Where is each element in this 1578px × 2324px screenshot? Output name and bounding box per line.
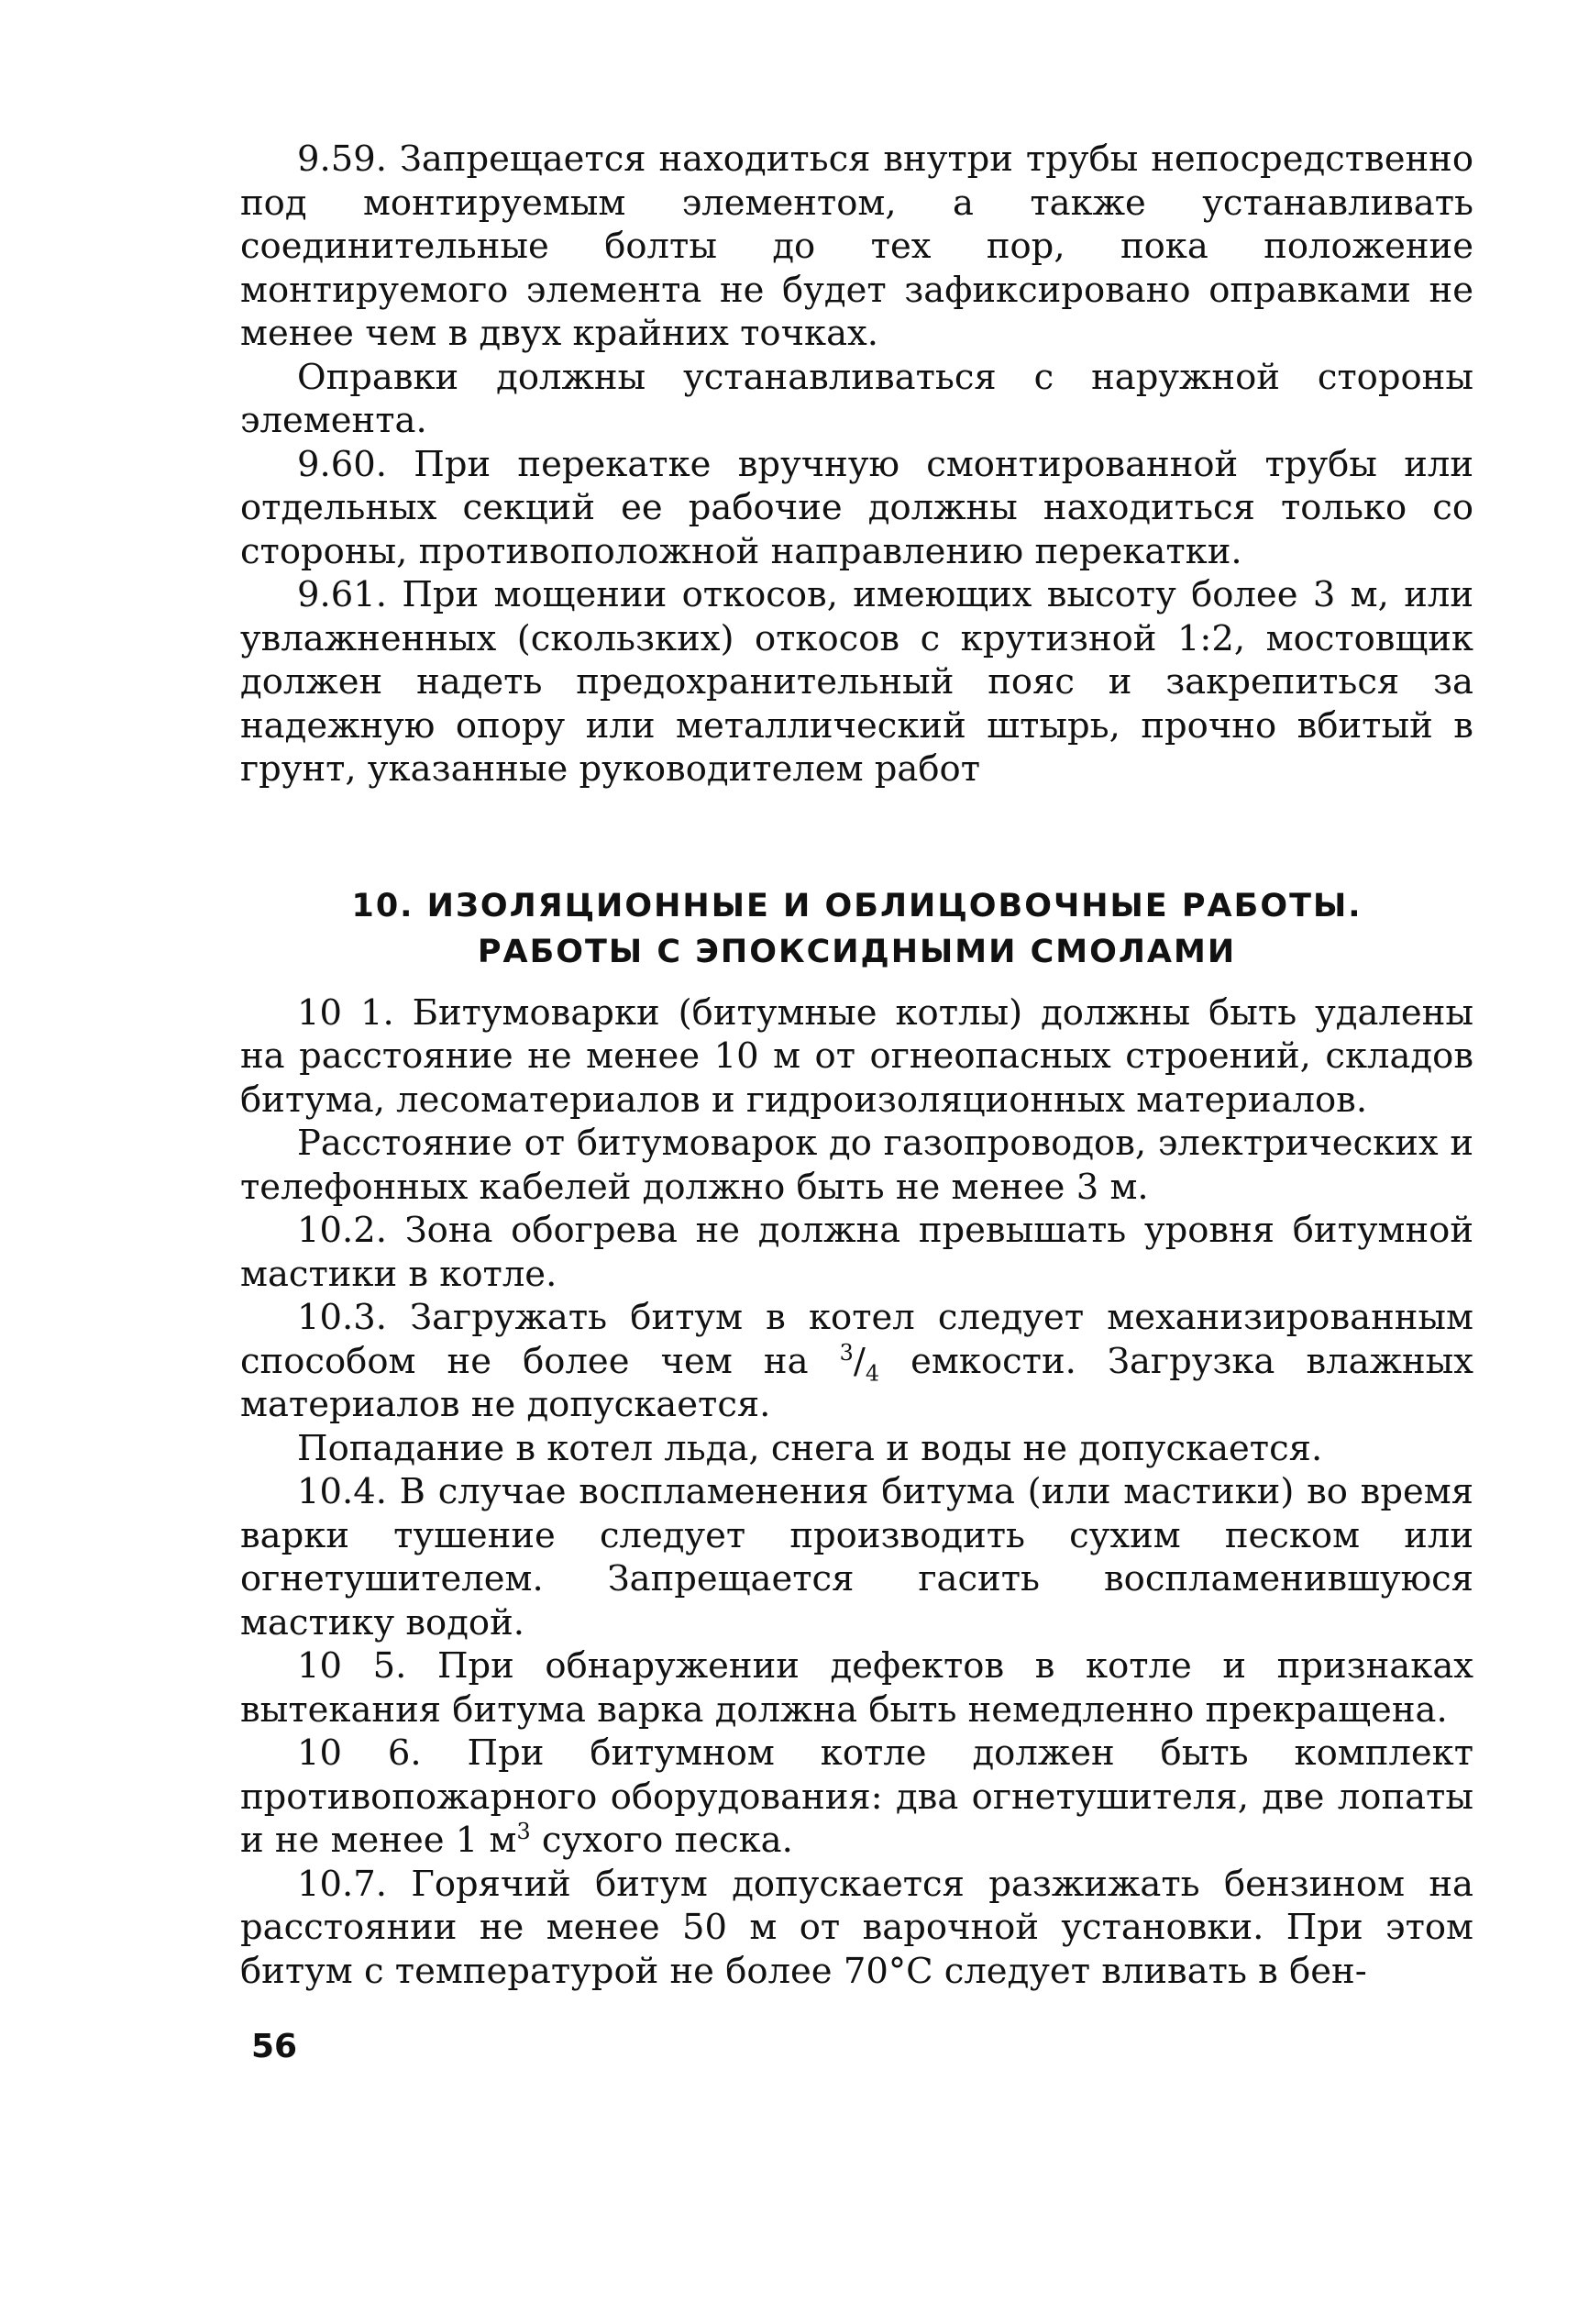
fraction-denominator: 4 [865,1360,879,1387]
paragraph-10-2: 10.2. Зона обогрева не должна превышать уровня битумной мастики в котле. [240,1210,1473,1295]
paragraph-10-1: 10 1. Битумоварки (битумные котлы) должны быть удалены на расстояние не менее 10 м от огнеопасных строений, складов битума, лесоматериалов и гидроизоляционных материалов. [240,991,1473,1121]
section-heading-line-1: 10. ИЗОЛЯЦИОННЫЕ И ОБЛИЦОВОЧНЫЕ РАБОТЫ. [351,887,1363,924]
paragraph-10-4: 10.4. В случае воспламенения битума (или мастики) во время варки тушение следует производить сухим песком или огнетушителем. Запрещается гасить воспламенившуюся мастику водой. [240,1471,1473,1643]
fraction-numerator: 3 [839,1339,854,1366]
paragraph-10-3-part-a: 10.3. Загружать битум в котел следует механизированным способом не более чем на [240,1297,1473,1382]
document-page [240,138,1473,1993]
paragraph-9-60: 9.60. При перекатке вручную смонтированной трубы или отдельных секций ее рабочие должны находиться только со стороны, противоположной направлению перекатки. [240,443,1473,572]
paragraph-10-7: 10.7. Горячий битум допускается разжижать бензином на расстоянии не менее 50 м от варочной установки. При этом битум с температурой не более 70°С следует вливать в бен- [240,1863,1473,1992]
paragraph-10-1-continued: Расстояние от битумоварок до газопроводов, электрических и телефонных кабелей должно быть не менее 3 м. [240,1123,1473,1208]
paragraph-9-61: 9.61. При мощении откосов, имеющих высоту более 3 м, или увлажненных (скользких) откосов с крутизной 1:2, мостовщик должен надеть предохранительный пояс и закрепиться за надежную опору или металлический штырь, прочно вбитый в грунт, указанные руководителем работ [240,574,1473,790]
paragraph-10-6-part-b: сухого песка. [530,1820,793,1861]
paragraph-9-59-continued: Оправки должны устанавливаться с наружной стороны элемента. [240,356,1473,441]
paragraph-9-59: 9.59. Запрещается находиться внутри трубы непосредственно под монтируемым элементом, а также устанавливать соединительные болты до тех пор, пока положение монтируемого элемента не будет зафиксировано оправками не менее чем в двух крайних точках. [240,138,1473,354]
paragraph-10-3-part-b: емкости. Загрузка влажных материалов не допускается. [240,1340,1474,1425]
page-number: 56 [251,2028,298,2065]
cubic-superscript: 3 [516,1819,531,1845]
paragraph-10-6 [240,1732,1473,1863]
paragraph-10-6-part-a: 10 6. При битумном котле должен быть комплект противопожарного оборудования: два огнетушителя, две лопаты и не менее 1 м [240,1732,1473,1861]
section-heading [240,883,1473,975]
section-heading-line-2: РАБОТЫ С ЭПОКСИДНЫМИ СМОЛАМИ [477,933,1237,970]
fraction-slash: / [853,1340,866,1382]
paragraph-10-3-continued: Попадание в котел льда, снега и воды не допускается. [297,1427,1323,1469]
paragraph-10-5: 10 5. При обнаружении дефектов в котле и признаках вытекания битума варка должна быть немедленно прекращена. [240,1645,1473,1731]
paragraph-10-3 [240,1296,1473,1427]
